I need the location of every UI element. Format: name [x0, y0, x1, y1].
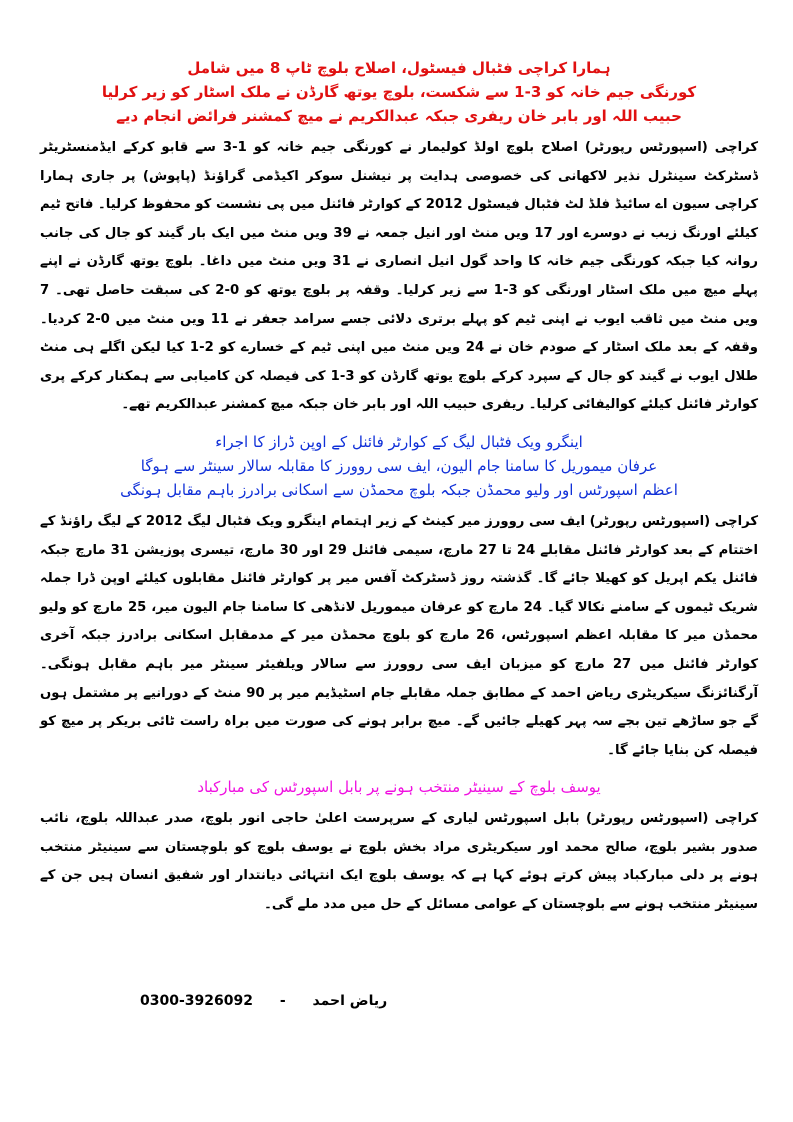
- article-2-headline-1: اینگرو ویک فٹبال لیگ کے کوارٹر فائنل کے اوپن ڈراز کا اجراء: [215, 432, 583, 451]
- article-3-headline: یوسف بلوچ کے سینیٹر منتخب ہونے پر بابل اسپورٹس کی مبارکباد: [197, 778, 601, 797]
- article-1-headline-3: حبیب اللہ اور بابر خان ریفری جبکہ عبدالکریم نے میچ کمشنر فرائض انجام دیے: [116, 107, 682, 125]
- article-2-headline-3: اعظم اسپورٹس اور ولیو محمڈن جبکہ بلوچ محمڈن سے اسکانی برادرز باہم مقابل ہونگی: [120, 480, 678, 499]
- article-1-headline-2: کورنگی جیم خانہ کو 3-1 سے شکست، بلوچ یوتھ گارڈن نے ملک اسٹار کو زیر کرلیا: [101, 83, 697, 101]
- signature-separator: -: [279, 993, 286, 1009]
- reporter-signature: [140, 993, 387, 1009]
- article-kurangi-gymkhana: [40, 56, 758, 420]
- article-3-body: کراچی (اسپورٹس رپورٹر) بابل اسپورٹس لیاری کے سرپرست اعلیٰ حاجی انور بلوچ، صدر عبداللہ بلوچ، نائب صدور بشیر بلوچ، صالح محمد اور سیکریٹری مراد بخش بلوچ نے یوسف بلوچ کو بلوچستان سے سینیٹر منتخب ہونے پر دلی مبارکباد پیش کرتے ہوئے کہا ہے کہ یوسف بلوچ ایک انتہائی دیانتدار اور شفیق انسان ہیں جن کے سینیٹر منتخب ہونے سے بلوچستان کے عوامی مسائل کے حل میں مدد ملے گی۔: [40, 811, 758, 913]
- article-2-headline-2: عرفان میموریل کا سامنا جام الیون، ایف سی روورز کا مقابلہ سالار سینٹر سے ہوگا: [140, 456, 658, 475]
- reporter-phone: 0300-3926092: [140, 993, 253, 1009]
- article-1-headline-1: ہمارا کراچی فٹبال فیسٹول، اصلاح بلوچ ٹاپ 8 میں شامل: [187, 59, 611, 77]
- article-1-body: کراچی (اسپورٹس رپورٹر) اصلاح بلوچ اولڈ کولیمار نے کورنگی جیم خانہ کو 1-3 سے قابو کرکے ایڈمنسٹریٹر ڈسٹرکٹ سینٹرل نذیر لاکھانی کی خصوصی ہدایت پر نیشنل سوکر اکیڈمی گراؤنڈ (پاپوش) پر جاری ہمارا کراچی سیون اے سائیڈ فلڈ لٹ فٹبال فیسٹول 2012 کے کوارٹر فائنل میں پی نشست کو محفوظ کرلیا۔ فاتح ٹیم کیلئے اورنگ زیب نے دوسرے اور 17 ویں منٹ اور انیل جمعہ نے 39 ویں منٹ میں ایک بار گیند کو جال کی جانب روانہ کیا جبکہ کورنگی جیم خانہ کا واحد گول انیل انصاری نے 31 ویں منٹ میں داغا۔ بلوچ یوتھ گارڈن نے اپنے پہلے میچ میں ملک اسٹار اورنگی کو 3-1 سے زیر کرلیا۔ وقفہ پر بلوچ یوتھ کو 0-2 کی سبقت حاصل تھی۔ 7 ویں منٹ میں ثاقب ایوب نے اپنی ٹیم کو پہلے برتری دلائی جسے سرامد جعفر نے 11 ویں منٹ میں 0-2 کردیا۔ وقفہ کے بعد ملک اسٹار کے صودم خان نے 24 ویں منٹ میں اپنی ٹیم کے خسارے کو 2-1 کیا لیکن اگلے ہی منٹ طلال ایوب نے گیند کو جال کے سپرد کرکے بلوچ یوتھ گارڈن کو 3-1 کی فیصلہ کن کامیابی سے ہمکنار کرکے پری کوارٹر فائنل کیلئے کوالیفائی کرلیا۔ ریفری حبیب اللہ اور بابر خان جبکہ میچ کمشنر عبدالکریم تھے۔: [40, 140, 759, 413]
- article-2-body: کراچی (اسپورٹس رپورٹر) ایف سی روورز میر کینٹ کے زیر اہتمام اینگرو ویک فٹبال لیگ 2012 کے لیگ راؤنڈ کے اختتام کے بعد کوارٹر فائنل مقابلے 24 تا 27 مارچ، سیمی فائنل 29 اور 30 مارچ، تیسری پوزیشن 31 مارچ جبکہ فائنل یکم اپریل کو کھیلا جائے گا۔ گذشتہ روز ڈسٹرکٹ آفس میر پر کوارٹر فائنل مقابلوں کیلئے اوپن ڈرا جملہ شریک ٹیموں کے سامنے نکالا گیا۔ 24 مارچ کو عرفان میموریل لانڈھی کا سامنا جام الیون میر، 25 مارچ کو ولیو محمڈن میر کا مقابلہ اعظم اسپورٹس، 26 مارچ کو بلوچ محمڈن میر کے مدمقابل اسکانی برادرز جبکہ آخری کوارٹر فائنل میں 27 مارچ کو میزبان ایف سی روورز سے سالار ویلفیئر سینٹر میر باہم مقابل ہونگی۔ آرگنائزنگ سیکریٹری ریاض احمد کے مطابق جملہ مقابلے جام اسٹیڈیم میر پر 90 منٹ کے دورانیے پر مشتمل ہوں گے جو ساڑھے تین بجے سہ پہر کھیلے جائیں گے۔ میچ برابر ہونے کی صورت میں براہ راست ٹائی بریکر پر میچ کو فیصلہ کن بنایا جائے گا۔: [40, 513, 759, 758]
- reporter-name: ریاض احمد: [312, 993, 388, 1009]
- article-engro-league: [40, 430, 758, 765]
- article-yousuf-baloch: [40, 775, 758, 919]
- newspaper-page: [40, 56, 758, 920]
